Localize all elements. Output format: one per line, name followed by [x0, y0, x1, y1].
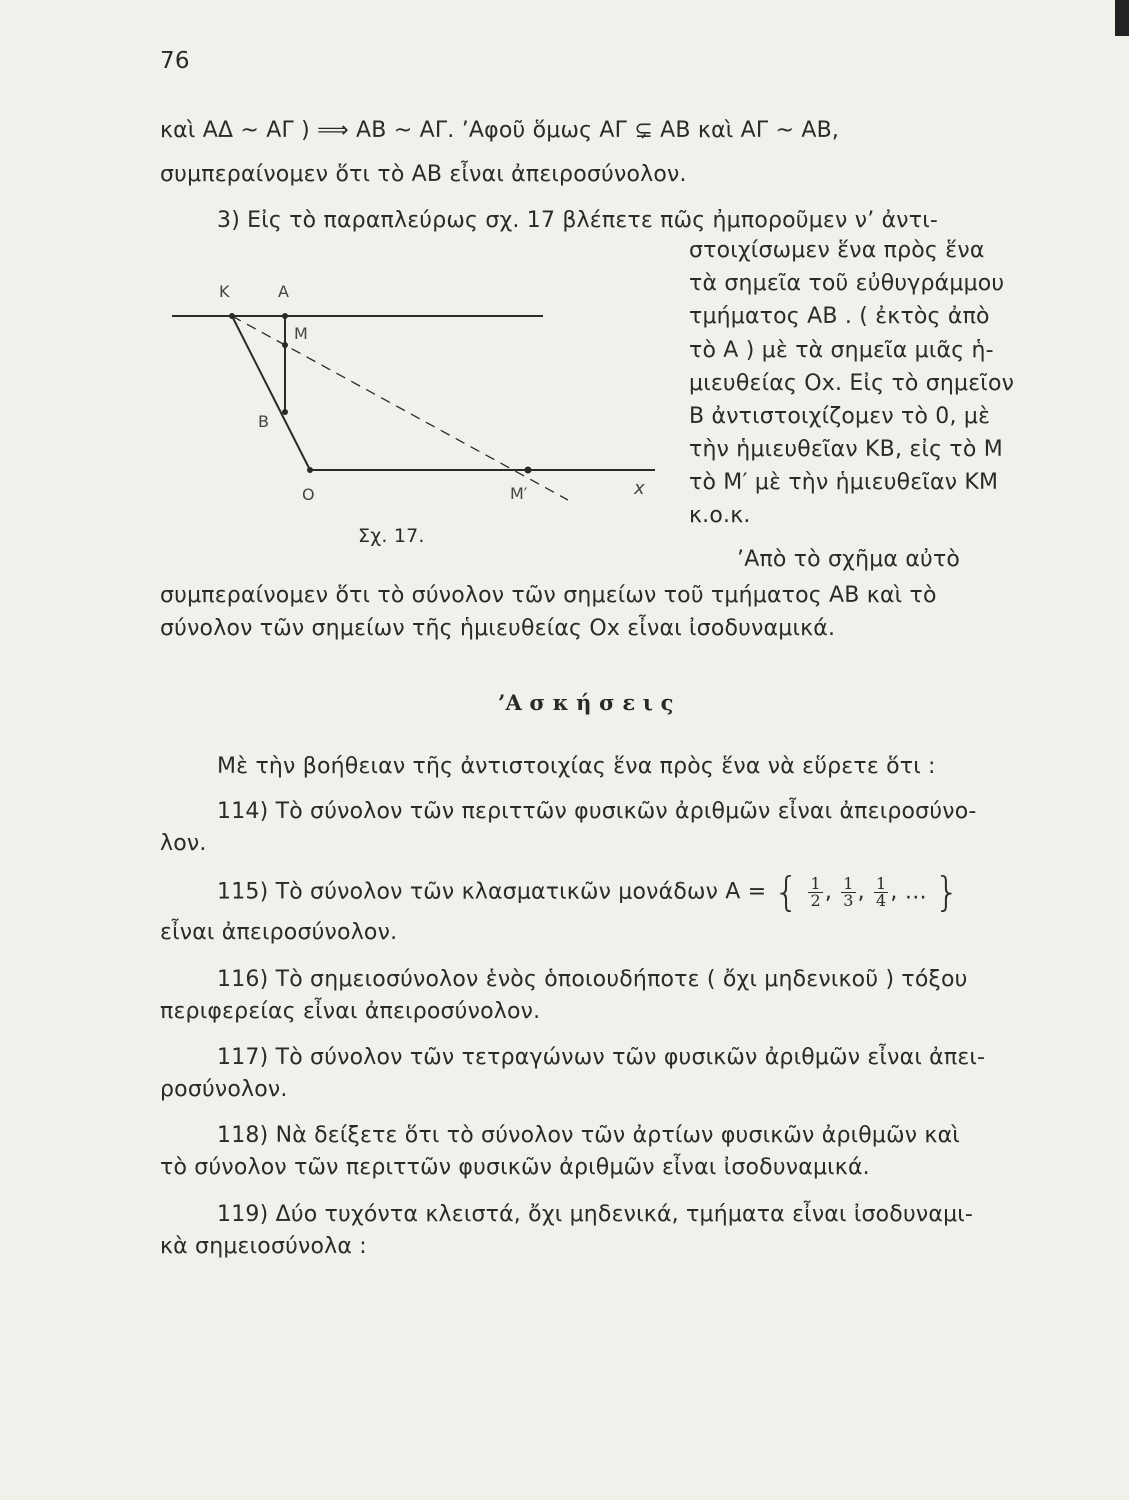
text-segment: καὶ ΑΔ ~ ΑΓ ) ⟹ ΑΒ ~ ΑΓ. ’Αφοῦ ὅμως ΑΓ — [160, 118, 628, 143]
scan-edge-mark — [1115, 0, 1129, 36]
fraction-denominator: 2 — [810, 891, 821, 910]
exercise-115-text: 115) Τὸ σύνολον τῶν κλασματικῶν μονάδων Α = — [217, 879, 767, 905]
figure-caption: Σχ. 17. — [358, 525, 425, 547]
label-A: Α — [278, 282, 289, 301]
exercise-116-cont: περιφερείας εἶναι ἀπειροσύνολον. — [160, 999, 541, 1024]
exercise-114-cont: λον. — [160, 831, 207, 856]
exercises-heading: ’Α σ κ ή σ ε ι ς — [498, 690, 674, 715]
exercise-118-cont: τὸ σύνολον τῶν περιττῶν φυσικῶν ἀριθμῶν εἶναι ἰσοδυναμικά. — [160, 1155, 870, 1180]
point-O — [307, 467, 313, 473]
text-line: συμπεραίνομεν ὅτι τὸ ΑΒ εἶναι ἀπειροσύνολον. — [160, 162, 687, 187]
exercise-118: 118) Νὰ δείξετε ὅτι τὸ σύνολον τῶν ἀρτίων φυσικῶν ἀριθμῶν καὶ — [217, 1123, 960, 1148]
exercise-119: 119) Δύο τυχόντα κλειστά, ὄχι μηδενικά, τμήματα εἶναι ἰσοδυναμι- — [217, 1202, 974, 1227]
ellipsis: … — [904, 879, 927, 905]
text-segment: ΑΒ καὶ ΑΓ ~ ΑΒ, — [660, 118, 840, 143]
label-K: Κ — [219, 282, 230, 301]
point-M — [282, 342, 288, 348]
exercise-117-cont: ροσύνολον. — [160, 1077, 288, 1102]
wrapped-line: τμήματος ΑΒ . ( ἐκτὸς ἀπὸ — [689, 304, 990, 329]
wrapped-line: Β ἀντιστοιχίζομεν τὸ 0, μὲ — [689, 404, 991, 429]
fraction-numerator: 1 — [843, 874, 854, 893]
wrapped-line: τὸ Μ′ μὲ τὴν ἡμιευθεῖαν ΚΜ — [689, 470, 999, 495]
fraction-numerator: 1 — [876, 874, 887, 893]
fraction — [808, 876, 822, 909]
wrapped-line: μιευθείας Οx. Εἰς τὸ σημεῖον — [689, 371, 1015, 396]
point-M-prime — [525, 467, 532, 474]
wrapped-line: κ.ο.κ. — [689, 503, 751, 528]
label-M: Μ — [294, 324, 308, 343]
text-line: σύνολον τῶν σημείων τῆς ἡμιευθείας Οx εἶναι ἰσοδυναμικά. — [160, 616, 836, 641]
brace-close: } — [934, 869, 960, 916]
label-B: Β — [258, 412, 269, 431]
text-line: συμπεραίνομεν ὅτι τὸ σύνολον τῶν σημείων τοῦ τμήματος ΑΒ καὶ τὸ — [160, 583, 937, 608]
wrapped-line: τὸ Α ) μὲ τὰ σημεῖα μιᾶς ἡ- — [689, 338, 994, 363]
wrapped-line: στοιχίσωμεν ἕνα πρὸς ἕνα — [689, 238, 985, 263]
figure-17 — [0, 0, 700, 560]
label-O: Ο — [302, 485, 315, 504]
wrapped-line: τὴν ἡμιευθεῖαν ΚΒ, εἰς τὸ Μ — [689, 437, 1003, 462]
fraction — [841, 876, 855, 909]
exercise-114: 114) Τὸ σύνολον τῶν περιττῶν φυσικῶν ἀριθμῶν εἶναι ἀπειροσύνο- — [217, 799, 977, 824]
fraction-denominator: 4 — [876, 891, 887, 910]
exercise-115-cont: εἶναι ἀπειροσύνολον. — [160, 920, 398, 945]
wrapped-line: τὰ σημεῖα τοῦ εὐθυγράμμου — [689, 271, 1005, 296]
page-number: 76 — [160, 48, 190, 74]
fraction-denominator: 3 — [843, 891, 854, 910]
proper-subset-symbol: ⊊ — [634, 118, 653, 143]
exercise-117: 117) Τὸ σύνολον τῶν τετραγώνων τῶν φυσικῶν ἀριθμῶν εἶναι ἀπει- — [217, 1045, 986, 1070]
label-x: x — [634, 478, 645, 499]
label-M-prime: Μ′ — [510, 484, 528, 503]
fraction-numerator: 1 — [810, 874, 821, 893]
fraction — [874, 876, 888, 909]
point-A — [282, 313, 288, 319]
item-3-first-line: 3) Εἰς τὸ παραπλεύρως σχ. 17 βλέπετε πῶς ἠμποροῦμεν ν’ ἀντι- — [217, 208, 938, 233]
text-line: ’Απὸ τὸ σχῆμα αὐτὸ — [737, 547, 961, 572]
point-B — [282, 409, 288, 415]
exercise-116: 116) Τὸ σημειοσύνολον ἑνὸς ὁποιουδήποτε ( ὄχι μηδενικοῦ ) τόξου — [217, 967, 968, 992]
brace-open: { — [773, 869, 800, 916]
exercises-intro: Μὲ τὴν βοήθειαν τῆς ἀντιστοιχίας ἕνα πρὸς ἕνα νὰ εὕρετε ὅτι : — [217, 754, 936, 779]
exercise-119-cont: κὰ σημειοσύνολα : — [160, 1234, 367, 1259]
exercise-115: 115) Τὸ σύνολον τῶν κλασματικῶν μονάδων Α = { $\frac{1}{2}$ , $\frac{1}{3}$ , $\frac{1}{4}$ , … } — [217, 869, 960, 916]
point-K — [229, 313, 235, 319]
